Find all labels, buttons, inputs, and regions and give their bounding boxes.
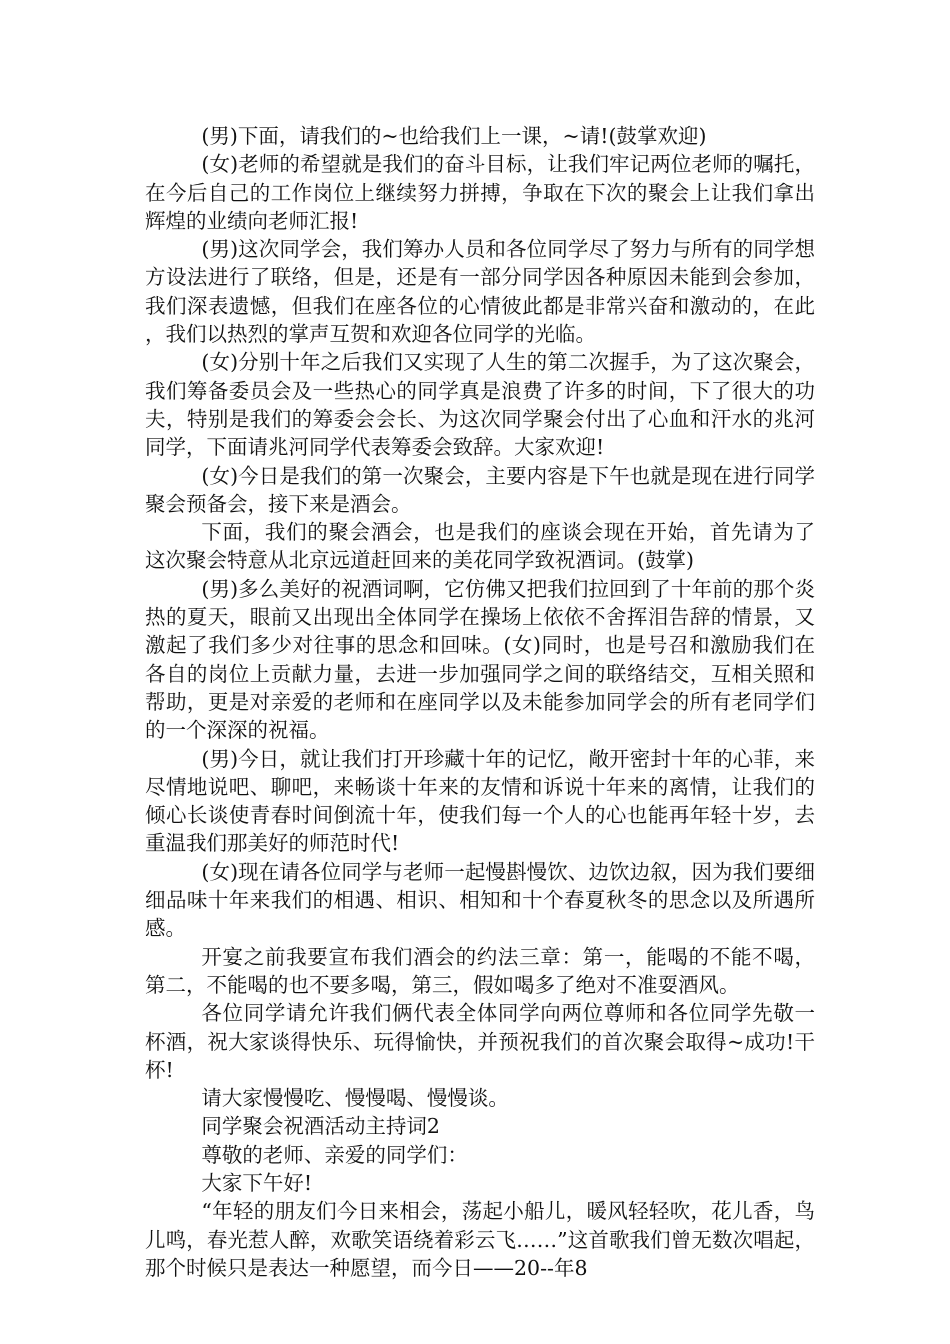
greeting: 大家下午好! — [201, 1170, 313, 1195]
section-heading: 同学聚会祝酒活动主持词2 — [201, 1114, 440, 1139]
paragraph: 开宴之前我要宣布我们酒会的约法三章：第一，能喝的不能不喝，第二，不能喝的也不要多喝，第三，假如喝多了绝对不准耍酒风。 — [145, 944, 815, 997]
document-body — [145, 122, 815, 1282]
paragraph: (女)分别十年之后我们又实现了人生的第二次握手，为了这次聚会，我们筹备委员会及一些热心的同学真是浪费了许多的时间，下了很大的功夫，特别是我们的筹委会会长、为这次同学聚会付出了心血和汗水的兆河同学，下面请兆河同学代表筹委会致辞。大家欢迎! — [145, 350, 815, 460]
paragraph: “年轻的朋友们今日来相会，荡起小船儿，暖风轻轻吹，花儿香，鸟儿鸣，春光惹人醉，欢歌笑语绕着彩云飞……”这首歌我们曾无数次唱起，那个时候只是表达一种愿望，而今日——20--年8 — [145, 1199, 815, 1280]
paragraph: (男)下面，请我们的~也给我们上一课，~请!(鼓掌欢迎) — [201, 124, 707, 148]
paragraph: 下面，我们的聚会酒会，也是我们的座谈会现在开始，首先请为了这次聚会特意从北京远道赶回来的美花同学致祝酒词。(鼓掌) — [145, 520, 815, 573]
paragraph: 各位同学请允许我们俩代表全体同学向两位尊师和各位同学先敬一杯酒，祝大家谈得快乐、玩得愉快，并预祝我们的首次聚会取得~成功!干杯! — [145, 1001, 815, 1082]
paragraph: (男)今日，就让我们打开珍藏十年的记忆，敞开密封十年的心菲，来尽情地说吧、聊吧，来畅谈十年来的友情和诉说十年来的离情，让我们的倾心长谈使青春时间倒流十年，使我们每一个人的心也能再年轻十岁，去重温我们那美好的师范时代! — [145, 746, 815, 856]
paragraph: (男)这次同学会，我们筹办人员和各位同学尽了努力与所有的同学想方设法进行了联络，但是，还是有一部分同学因各种原因未能到会参加，我们深表遗憾，但我们在座各位的心情彼此都是非常兴奋和激动的，在此，我们以热烈的掌声互贺和欢迎各位同学的光临。 — [145, 237, 815, 347]
paragraph: 请大家慢慢吃、慢慢喝、慢慢谈。 — [201, 1086, 509, 1111]
paragraph: (女)今日是我们的第一次聚会，主要内容是下午也就是现在进行同学聚会预备会，接下来是酒会。 — [145, 463, 815, 516]
paragraph: (女)现在请各位同学与老师一起慢斟慢饮、边饮边叙，因为我们要细细品味十年来我们的相遇、相识、相知和十个春夏秋冬的思念以及所遇所感。 — [145, 859, 815, 941]
paragraph: (男)多么美好的祝酒词啊，它仿佛又把我们拉回到了十年前的那个炎热的夏天，眼前又出现出全体同学在操场上依依不舍挥泪告辞的情景，又激起了我们多少对往事的思念和回味。(女)同时，也是号召和激励我们在各自的岗位上贡献力量，去进一步加强同学之间的联络结交，互相关照和帮助，更是对亲爱的老师和在座同学以及未能参加同学会的所有老同学们的一个深深的祝福。 — [145, 576, 815, 743]
paragraph: (女)老师的希望就是我们的奋斗目标，让我们牢记两位老师的嘱托，在今后自己的工作岗位上继续努力拼搏，争取在下次的聚会上让我们拿出辉煌的业绩向老师汇报! — [145, 152, 815, 233]
salutation: 尊敬的老师、亲爱的同学们： — [201, 1142, 468, 1167]
